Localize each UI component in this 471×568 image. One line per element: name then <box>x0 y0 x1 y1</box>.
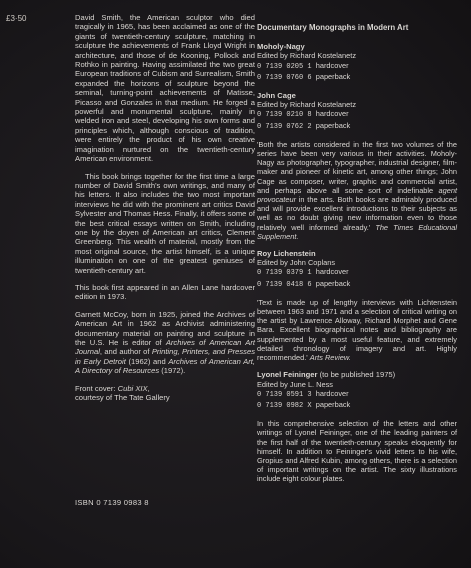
editor-bio: Garnett McCoy, born in 1925, joined the Archives of American Art in 1962 as Archivist administering documentary material on painting and sculpture in the U.S. He is editor of Archives of American Art Journal, and author of Printing, Printers, and Presses in Early Detroit (1962) and Archives of American Art, A Directory of Resources (1972). <box>75 309 255 376</box>
description-column <box>75 13 255 410</box>
moholy-entry: Moholy-Nagy Edited by Richard Kostelanetz 0 7139 0205 1 hardcover 0 7139 0760 6 paperback <box>257 42 357 82</box>
review-quote-tes: 'Both the artists considered in the first two volumes of the series have been very various in their activities. Moholy-Nagy as photographer, typographer, industrial designer, film-maker and pioneer of kinetic art, among other things; John Cage as composer, writer, graphic and commercial artist, and perhaps above all some sort of indefinable agent provocateur in the arts. Both books are admirably produced and will provide excellent introductions to their subjects as well as no doubt giving new information even to those relatively well informed already.' The Times Educational Supplement. <box>257 139 457 241</box>
contents-paragraph: This book brings together for the first time a large number of David Smith's own writings, and many of his letters. It also includes the two most important interviews he did with the prominent art critics David Sylvester and Thomas Hess. Finally, it offers some of the best critical essays written on Smith, including one by the doyen of American art critics, Clement Greenberg. This wealth of material, mostly from the most original source, the artist himself, is a unique illumination on one of the greatest geniuses of twentieth-century art. <box>75 171 255 275</box>
cover-credit: Front cover: Cubi XIX, courtesy of The Tate Gallery <box>75 383 170 403</box>
intro-paragraph: David Smith, the American sculptor who died tragically in 1965, has been acclaimed as one of the giants of twentieth-century sculpture, matching in sculpture the achievements of Frank Lloyd Wright in architecture, and those of de Kooning, Pollock and Rothko in painting. Having assimilated the two great European traditions of Cubism and Surrealism, Smith expanded the horizons of sculpture beyond the seminal, turning-point achievements of Matisse, Picasso and Gonzales in that medium. He forged a powerful and monumental sculpture, mainly in welded iron and steel, developing his own forms and principles which, although conscious of tradition, were entirely the product of his own creative imagination nurtured on the twentieth-century American environment. <box>75 13 255 164</box>
series-column <box>257 23 457 492</box>
cage-entry: John Cage Edited by Richard Kostelanetz 0 7139 0210 8 hardcover 0 7139 0762 2 paperback <box>257 91 357 131</box>
isbn-number: ISBN 0 7139 0983 8 <box>75 498 149 507</box>
review-quote-arts: 'Text is made up of lengthy interviews with Lichtenstein between 1963 and 1971 and a selection of critical writing on the artist by Lawrence Alloway, Richard Morphet and Gene Bara. Excellent biographical notes and bibliography are supplemented by a most useful feature, and extremely detailed chronology of imagery and art. Highly recommended.' Arts Review. <box>257 297 457 363</box>
lichenstein-entry: Roy Lichenstein Edited by John Coplans 0 7139 0379 1 hardcover 0 7139 0418 6 paperback <box>257 249 351 289</box>
feininger-entry: Lyonel Feininger (to be published 1975) Edited by June L. Ness 0 7139 0591 3 hardcover 0 7139 0982 X paperback <box>257 370 396 410</box>
edition-note: This book first appeared in an Allen Lane hardcover edition in 1973. <box>75 282 255 302</box>
series-heading: Documentary Monographs in Modern Art <box>257 23 409 32</box>
feininger-description: In this comprehensive selection of the letters and other writings of Lyonel Feininger, one of the leading painters of the first half of the twentieth-century speaks eloquently for himself. In addition to Feininger's vivid letters to his wife, Gropius and Alfred Kubin, among others, there is a selection of important writings on the artist. The sixty illustrations include eight colour plates. <box>257 419 457 484</box>
price-label: £3·50 <box>6 14 27 23</box>
